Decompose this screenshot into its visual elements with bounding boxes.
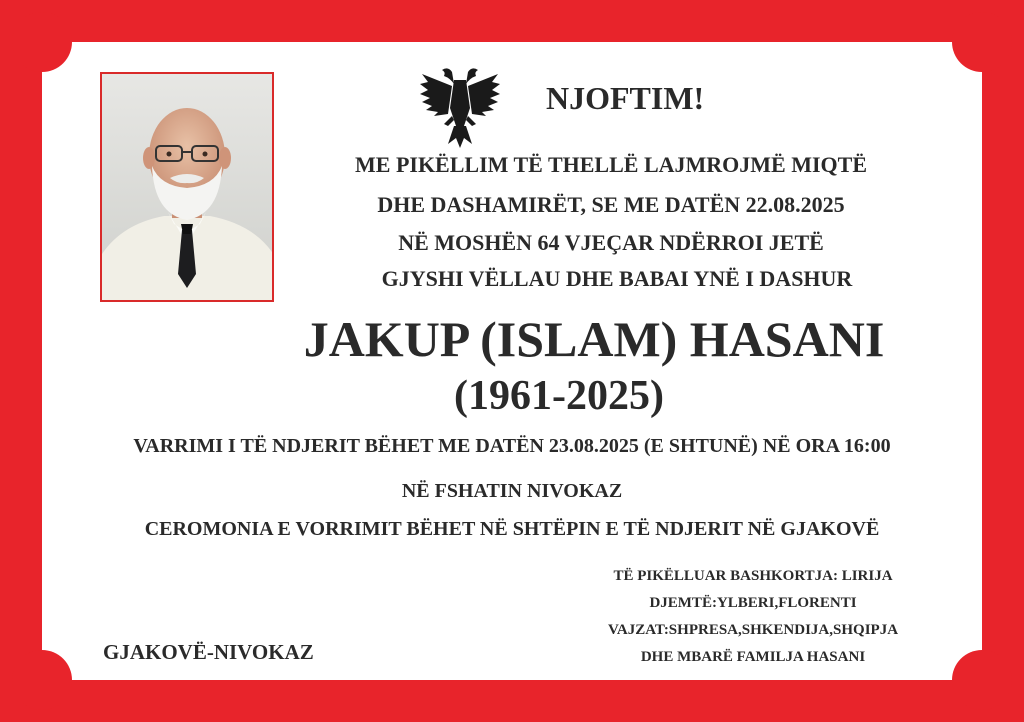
announcement-line-3: NË MOSHËN 64 VJEÇAR NDËRROI JETË — [398, 230, 824, 255]
funeral-line-3: CEROMONIA E VORRIMIT BËHET NË SHTËPIN E TË NDJERIT NË GJAKOVË — [144, 518, 880, 540]
corner-notch-top-right — [952, 12, 1012, 72]
announcement-line-4: GJYSHI VËLLAU DHE BABAI YNË I DASHUR — [381, 266, 853, 291]
mourners-daughters: VAJZAT:SHPRESA,SHKENDIJA,SHQIPJA — [607, 622, 899, 638]
corner-notch-bottom-right — [952, 650, 1012, 710]
notice-heading: NJOFTIM! — [546, 80, 705, 116]
portrait-photo — [100, 72, 274, 302]
deceased-name: JAKUP (ISLAM) HASANI — [303, 311, 885, 367]
double-headed-eagle-icon — [418, 64, 502, 150]
funeral-line-1: VARRIMI I TË NDJERIT BËHET ME DATËN 23.08.2025 (E SHTUNË) NË ORA 16:00 — [133, 435, 891, 457]
portrait-illustration — [102, 74, 272, 300]
corner-notch-bottom-left — [12, 650, 72, 710]
announcement-line-1: ME PIKËLLIM TË THELLË LAJMROJMË MIQTË — [355, 152, 867, 177]
life-years: (1961-2025) — [454, 373, 664, 419]
mourners-spouse: TË PIKËLLUAR BASHKORTJA: LIRIJA — [613, 568, 893, 584]
corner-notch-top-left — [12, 12, 72, 72]
mourners-sons: DJEMTË:YLBERI,FLORENTI — [649, 595, 857, 611]
mourners-family: DHE MBARË FAMILJA HASANI — [640, 649, 866, 665]
announcement-line-2: DHE DASHAMIRËT, SE ME DATËN 22.08.2025 — [377, 192, 845, 217]
funeral-line-2: NË FSHATIN NIVOKAZ — [401, 480, 623, 502]
place-label: GJAKOVË-NIVOKAZ — [103, 640, 314, 664]
